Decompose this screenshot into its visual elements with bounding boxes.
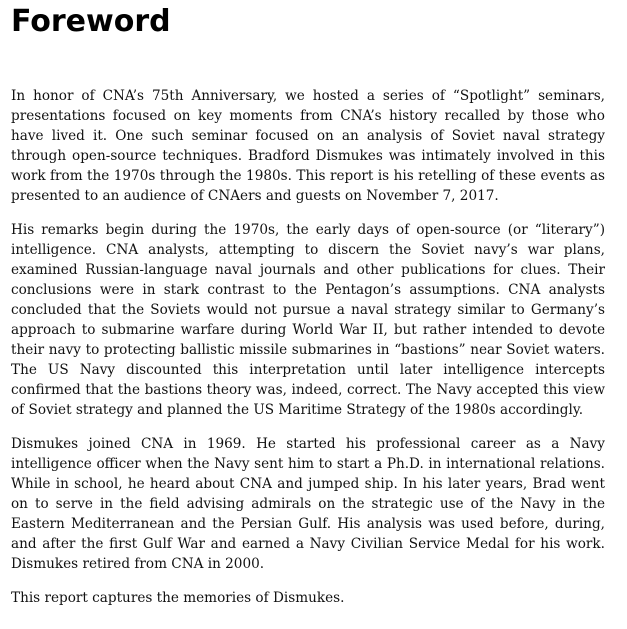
paragraph-remarks: His remarks begin during the 1970s, the early days of open-source (or “literary”) intelligence. CNA analysts, attempting to discern the Soviet navy’s war plans, examined Russian-language naval journals and other publications for clues. Their conclusions were in stark contrast to the Pentagon’s assumptions. CNA analysts concluded that the Soviets would not pursue a naval strategy similar to Germany’s approach to submarine warfare during World War II, but rather intended to devote their navy to protecting ballistic missile submarines in “bastions” near Soviet waters. The US Navy discounted this interpretation until later intelligence intercepts confirmed that the bastions theory was, indeed, correct. The Navy accepted this view of Soviet strategy and planned the US Maritime Strategy of the 1980s accordingly. xyxy=(11,222,605,418)
paragraph-closing: This report captures the memories of Dismukes. xyxy=(11,590,345,606)
paragraph-biography: Dismukes joined CNA in 1969. He started his professional career as a Navy intelligence officer when the Navy sent him to start a Ph.D. in international relations. While in school, he heard about CNA and jumped ship. In his later years, Brad went on to serve in the field advising admirals on the strategic use of the Navy in the Eastern Mediterranean and the Persian Gulf. His analysis was used before, during, and after the first Gulf War and earned a Navy Civilian Service Medal for his work. Dismukes retired from CNA in 2000. xyxy=(11,436,605,572)
paragraph-intro: In honor of CNA’s 75th Anniversary, we hosted a series of “Spotlight” seminars, presentations focused on key moments from CNA’s history recalled by those who have lived it. One such seminar focused on an analysis of Soviet naval strategy through open-source techniques. Bradford Dismukes was intimately involved in this work from the 1970s through the 1980s. This report is his retelling of these events as presented to an audience of CNAers and guests on November 7, 2017. xyxy=(11,88,605,204)
foreword-body xyxy=(11,86,605,622)
page-title: Foreword xyxy=(11,4,171,39)
